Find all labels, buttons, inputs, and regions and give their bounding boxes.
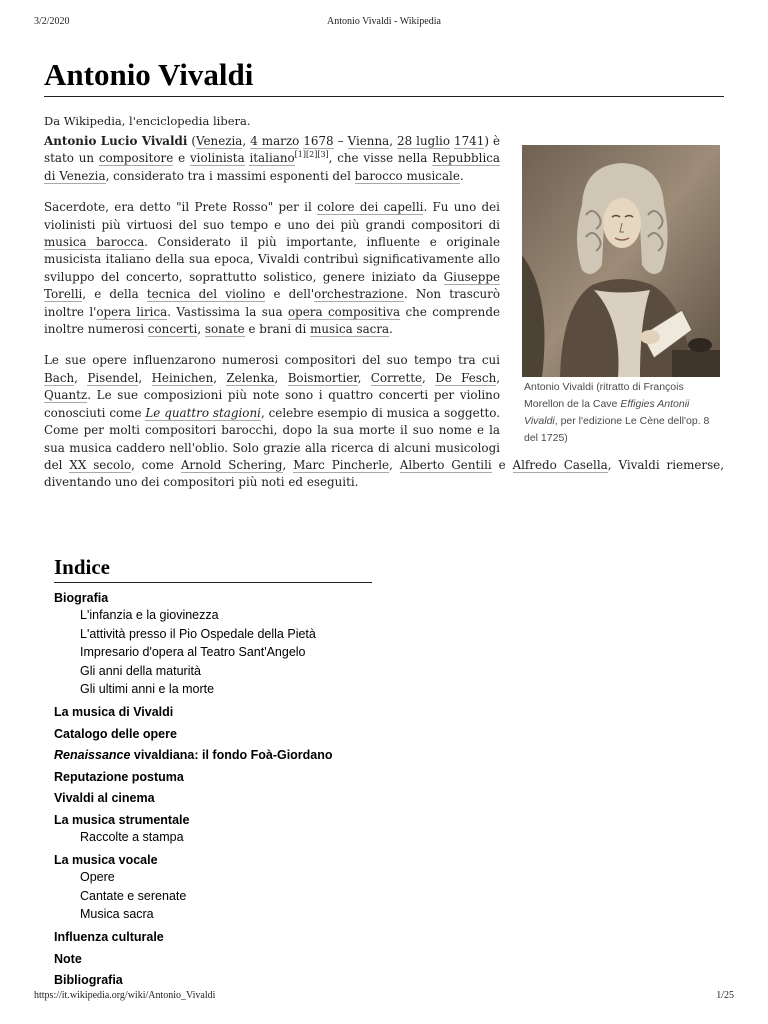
link-venezia[interactable]: Venezia	[196, 134, 243, 148]
link-orchestrazione[interactable]: orchestrazione	[314, 287, 404, 302]
print-footer	[34, 990, 734, 1004]
link-giuseppe-torelli[interactable]: Giuseppe Torelli	[44, 269, 500, 302]
text: ,	[357, 370, 371, 385]
link-boismortier[interactable]: Boismortier	[287, 370, 358, 385]
text: ,	[422, 370, 436, 385]
link-opera-lirica[interactable]: opera lirica	[96, 304, 168, 319]
text: –	[333, 134, 348, 148]
link-birth-year[interactable]: 1678	[303, 134, 334, 148]
subject-name: Antonio Lucio Vivaldi	[44, 134, 188, 148]
toc-subitem[interactable]: Gli ultimi anni e la morte	[80, 682, 215, 697]
text: ) è stato un	[44, 134, 501, 166]
toc-subitem[interactable]: Raccolte a stampa	[80, 829, 184, 844]
text: . Le sue composizioni più note sono i quattro concerti per violino conosciuti come	[44, 388, 500, 420]
link-alfredo-casella[interactable]: Alfredo Casella	[512, 457, 608, 472]
text: . Considerato il più importante, influente e originale musicista italiano della sua epoca, Vivaldi contribuì significativamente allo sviluppo del concerto, soprattutto solistico, genere iniziato da	[44, 235, 500, 284]
link-pisendel[interactable]: Pisendel	[87, 370, 139, 385]
link-zelenka[interactable]: Zelenka	[226, 370, 275, 385]
text: . Vastissima la sua	[167, 304, 288, 319]
portrait-caption	[522, 379, 720, 447]
toc-item-musica[interactable]: La musica di Vivaldi	[54, 705, 174, 720]
text: ,	[282, 457, 294, 472]
text: , Vivaldi riemerse, diventando uno dei compositori più noti ed eseguiti.	[44, 457, 724, 490]
text: ,	[242, 134, 251, 148]
link-arnold-schering[interactable]: Arnold Schering	[180, 457, 283, 472]
link-death-year[interactable]: 1741	[454, 134, 485, 148]
toc-item-strumentale[interactable]: La musica strumentale	[54, 812, 190, 827]
text: .	[459, 168, 464, 183]
text: Sacerdote, era detto "il Prete Rosso" per il	[44, 200, 318, 215]
link-repubblica-venezia[interactable]: Repubblica di Venezia	[44, 151, 501, 183]
link-death-date[interactable]: 28 luglio	[397, 134, 451, 148]
text: ,	[274, 370, 288, 385]
toc-item-influenza[interactable]: Influenza culturale	[54, 930, 164, 945]
link-corrette[interactable]: Corrette	[370, 370, 423, 385]
text: . Non trascurò inoltre l'	[44, 287, 501, 319]
link-quattro-stagioni[interactable]	[145, 406, 261, 421]
caption-title: Effigies Antonii Vivaldi	[524, 398, 690, 427]
page-title: Antonio Vivaldi	[44, 56, 724, 97]
link-xx-secolo[interactable]: XX secolo	[69, 457, 132, 472]
print-date: 3/2/2020	[34, 16, 70, 27]
text: ,	[496, 370, 501, 385]
toc-subitem[interactable]: Musica sacra	[80, 907, 154, 922]
toc-subitem[interactable]: Impresario d'opera al Teatro Sant'Angelo	[80, 645, 306, 660]
reference-links[interactable]: [1][2][3]	[294, 150, 329, 160]
vivaldi-portrait-image[interactable]	[522, 145, 720, 377]
link-birth-date[interactable]: 4 marzo	[250, 134, 300, 148]
toc-item-catalogo[interactable]: Catalogo delle opere	[54, 726, 177, 741]
link-colore-capelli[interactable]: colore dei capelli	[317, 200, 424, 215]
toc-title: Indice	[54, 554, 372, 583]
link-tecnica-violino[interactable]: tecnica del violino	[146, 287, 266, 302]
link-marc-pincherle[interactable]: Marc Pincherle	[293, 457, 390, 472]
link-label: Le quattro stagioni	[145, 405, 261, 420]
toc-item-note[interactable]: Note	[54, 951, 82, 966]
text: e brani di	[244, 322, 311, 337]
link-compositore[interactable]: compositore	[98, 151, 174, 166]
link-musica-barocca[interactable]: musica barocca	[44, 235, 145, 250]
link-de-fesch[interactable]: De Fesch	[435, 370, 497, 385]
toc-item-cinema[interactable]: Vivaldi al cinema	[54, 791, 155, 806]
text: e	[173, 151, 190, 166]
text: , e della	[82, 287, 147, 302]
site-tagline: Da Wikipedia, l'enciclopedia libera.	[44, 114, 251, 128]
text: ,	[197, 322, 205, 337]
print-header	[34, 16, 734, 30]
text: e	[491, 457, 513, 472]
text: , che visse nella	[328, 151, 433, 166]
toc-item-biografia[interactable]: Biografia	[54, 591, 109, 605]
link-heinichen[interactable]: Heinichen	[151, 370, 214, 385]
article-body	[44, 133, 724, 506]
text: Le sue opere influenzarono numerosi compositori del suo tempo tra cui	[44, 353, 500, 368]
text: , considerato tra i massimi esponenti del	[105, 168, 355, 183]
text: ,	[138, 370, 152, 385]
portrait-figure	[522, 145, 720, 447]
toc-item-text: vivaldiana: il fondo Foà-Giordano	[130, 748, 333, 763]
text: (	[187, 134, 197, 148]
print-page-title: Antonio Vivaldi - Wikipedia	[327, 16, 441, 27]
text: ,	[74, 370, 88, 385]
caption-text: Antonio Vivaldi (ritratto di François Morellon de la Cave	[524, 381, 684, 410]
toc-item-vocale[interactable]: La musica vocale	[54, 853, 158, 868]
link-sonate[interactable]: sonate	[204, 322, 245, 337]
link-alberto-gentili[interactable]: Alberto Gentili	[399, 457, 492, 472]
link-quantz[interactable]: Quantz	[44, 388, 88, 403]
link-barocco-musicale[interactable]: barocco musicale	[354, 168, 460, 183]
text: .	[389, 322, 393, 337]
text: ,	[389, 134, 398, 148]
link-musica-sacra[interactable]: musica sacra	[310, 322, 390, 337]
toc-item-renaissance[interactable]	[54, 748, 574, 763]
text: ,	[213, 370, 227, 385]
text: che comprende inoltre numerosi	[44, 304, 500, 337]
toc-item-reputazione[interactable]: Reputazione postuma	[54, 769, 184, 784]
link-violinista[interactable]: violinista	[189, 151, 245, 166]
caption-text: , per l'edizione Le Cène dell'op. 8 del 1725)	[524, 415, 710, 444]
table-of-contents	[54, 554, 574, 988]
toc-item-italic: Renaissance	[54, 748, 131, 763]
text: , celebre esempio di musica a soggetto. Come per molti compositori barocchi, dopo la sua morte il suo nome e la sua musica caddero nell'oblio. Solo grazie alla ricerca di alcuni musicologi del	[44, 405, 500, 472]
text: ,	[389, 457, 400, 472]
link-bach[interactable]: Bach	[44, 370, 75, 385]
toc-item-bibliografia[interactable]: Bibliografia	[54, 973, 123, 988]
toc-subitem[interactable]: Cantate e serenate	[80, 888, 187, 903]
toc-subitem[interactable]: Opere	[80, 870, 115, 885]
text: , come	[131, 457, 181, 472]
link-opera-compositiva[interactable]: opera compositiva	[287, 304, 401, 319]
toc-subitem[interactable]: L'attività presso il Pio Ospedale della Pietà	[80, 626, 316, 641]
text: e dell'	[265, 287, 315, 302]
text: . Fu uno dei violinisti più virtuosi del suo tempo e uno dei più grandi compositori di	[44, 200, 500, 232]
print-url: https://it.wikipedia.org/wiki/Antonio_Vivaldi	[34, 990, 216, 1001]
toc-subitem[interactable]: Gli anni della maturità	[80, 663, 201, 678]
link-vienna[interactable]: Vienna	[347, 134, 390, 148]
link-italiano[interactable]: italiano	[249, 151, 295, 166]
link-concerti[interactable]: concerti	[147, 322, 198, 337]
print-page-number: 1/25	[716, 990, 734, 1001]
toc-subitem[interactable]: L'infanzia e la giovinezza	[80, 608, 219, 622]
